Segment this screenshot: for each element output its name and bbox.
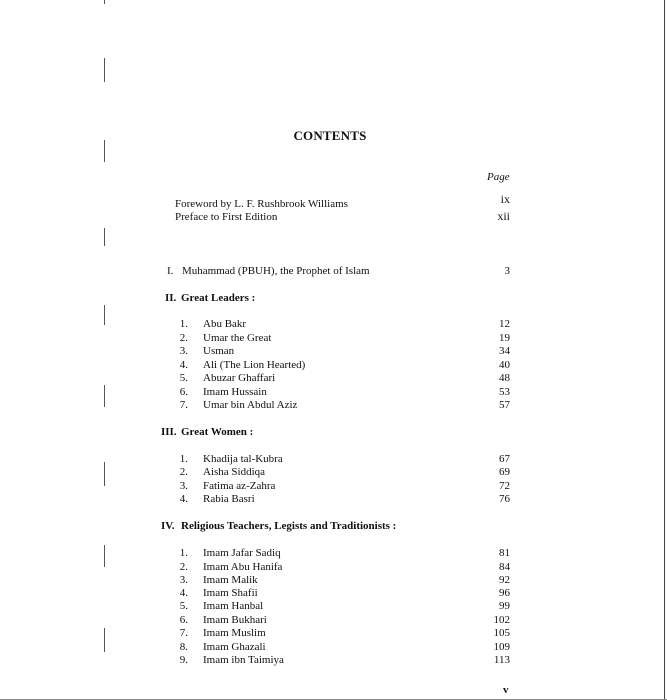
section-heading: Religious Teachers, Legists and Traditionists : [181,520,397,532]
entry-title: Abuzar Ghaffari [203,372,276,384]
entry-title: Fatima az-Zahra [203,480,276,492]
entry-number: 7. [179,627,188,639]
entry-page: 105 [493,627,510,639]
chapter-page: 3 [504,265,510,277]
entry-number: 2. [179,332,188,344]
entry-title: Imam Malik [203,574,258,586]
entry-title: Imam Hanbal [203,600,264,612]
entry-title: Abu Bakr [203,318,247,330]
entry-page: 40 [499,359,510,371]
entry-number: 4. [179,359,188,371]
binding-mark [104,58,105,82]
entry-number: 1. [179,318,188,330]
entry-title: Imam Bukhari [203,614,267,626]
entry-number: 5. [179,600,188,612]
binding-mark [104,628,105,652]
entry-number: 8. [179,641,188,653]
page-column-header: Page [487,171,510,183]
entry-number: 4. [179,493,188,505]
entry-page: 92 [499,574,510,586]
entry-title: Imam Ghazali [203,641,266,653]
entry-number: 1. [179,453,188,465]
front-matter-label: Foreword by L. F. Rushbrook Williams [175,198,348,210]
entry-number: 6. [179,386,188,398]
entry-number: 9. [179,654,188,666]
entry-number: 3. [179,345,188,357]
entry-number: 1. [179,547,188,559]
page-title: CONTENTS [293,128,367,143]
page-folio: v [503,684,509,696]
entry-number: 3. [179,480,188,492]
binding-mark [104,228,105,246]
entry-page: 109 [493,641,510,653]
section-numeral: III. [161,426,177,438]
binding-mark [104,0,105,4]
entry-page: 113 [493,654,510,666]
front-matter-page: ix [500,192,510,206]
entry-page: 67 [499,453,510,465]
chapter-title: Muhammad (PBUH), the Prophet of Islam [182,265,370,277]
entry-page: 12 [499,318,510,330]
entry-number: 3. [179,574,188,586]
binding-mark [104,462,105,486]
entry-title: Rabia Basri [203,493,255,505]
entry-number: 5. [179,372,188,384]
front-matter-page: xii [497,209,510,223]
entry-page: 69 [499,466,510,478]
entry-title: Imam ibn Taimiya [203,654,284,666]
entry-title: Imam Muslim [203,627,266,639]
section-numeral: II. [165,292,177,304]
entry-title: Umar bin Abdul Aziz [203,399,298,411]
entry-number: 4. [179,587,188,599]
section-numeral: IV. [161,520,175,532]
entry-page: 76 [499,493,510,505]
binding-mark [104,385,105,407]
entry-title: Ali (The Lion Hearted) [203,359,306,371]
entry-page: 53 [499,386,510,398]
entry-page: 72 [499,480,510,492]
entry-title: Imam Abu Hanifa [203,561,283,573]
entry-title: Usman [203,345,235,357]
entry-page: 96 [499,587,510,599]
binding-mark [104,545,105,567]
entry-title: Aisha Siddiqa [203,466,266,478]
entry-page: 81 [499,547,510,559]
section-heading: Great Women : [181,426,254,438]
binding-mark [104,305,105,325]
entry-number: 2. [179,561,188,573]
entry-page: 84 [499,561,510,573]
entry-page: 34 [499,345,510,357]
page-edge-line [664,0,665,700]
entry-number: 6. [179,614,188,626]
chapter-numeral: I. [167,265,174,277]
entry-page: 57 [499,399,510,411]
entry-title: Umar the Great [203,332,272,344]
entry-number: 2. [179,466,188,478]
entry-title: Imam Shafii [203,587,258,599]
entry-page: 19 [499,332,510,344]
entry-page: 102 [493,614,510,626]
entry-title: Imam Jafar Sadiq [203,547,281,559]
entry-page: 99 [499,600,510,612]
front-matter-label: Preface to First Edition [175,211,278,223]
entry-page: 48 [499,372,510,384]
entry-number: 7. [179,399,188,411]
entry-title: Imam Hussain [203,386,267,398]
section-heading: Great Leaders : [181,292,256,304]
entry-title: Khadija tal-Kubra [203,453,283,465]
